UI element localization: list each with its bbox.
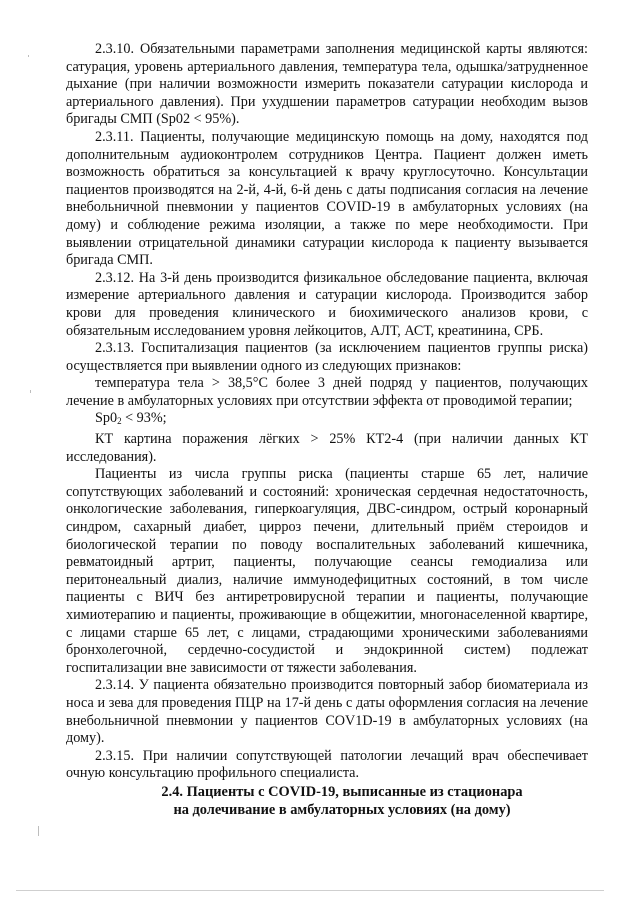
paragraph-2-3-13: 2.3.13. Госпитализация пациентов (за исключением пациентов группы риска) осуществляется при выявлении одного из следующих признаков: — [66, 340, 588, 374]
scan-mark-top — [28, 55, 29, 57]
paragraph-2-3-10: 2.3.10. Обязательными параметрами заполнения медицинской карты являются: сатурация, уровень артериального давления, температура тела, одышка/затрудненное дыхание (при наличии возможности измерить показатели сатурации кислорода и артериального давления). При ухудшении параметров сатурации необходим вызов бригады СМП (Sp02 < 95%). — [66, 41, 588, 128]
document-page — [66, 41, 588, 819]
bottom-scan-line — [16, 890, 604, 891]
scan-mark-left-lower — [38, 826, 39, 836]
spo2-prefix: Sp0 — [95, 410, 118, 427]
criterion-temperature: температура тела > 38,5°С более 3 дней подряд у пациентов, получающих лечение в амбулаторных условиях при отсутствии эффекта от проводимой терапии; — [66, 375, 588, 409]
paragraph-2-3-15: 2.3.15. При наличии сопутствующей патологии лечащий врач обеспечивает очную консультацию профильного специалиста. — [66, 747, 588, 782]
criterion-spo2 — [66, 410, 588, 431]
spo2-subscript: 2 — [117, 416, 122, 427]
criterion-ct: КТ картина поражения лёгких > 25% КТ2-4 (при наличии данных КТ исследования). — [66, 431, 588, 465]
scan-mark-left — [30, 390, 31, 393]
section-heading-2-4-line2: на долечивание в амбулаторных условиях (на дому) — [173, 801, 511, 818]
paragraph-2-3-12: 2.3.12. На 3-й день производится физикальное обследование пациента, включая измерение артериального давления и сатурации кислорода. Производится забор крови для проведения клинического и биохимического анализов крови, с обязательным исследованием уровня лейкоцитов, АЛТ, АСТ, креатинина, СРБ. — [66, 269, 588, 339]
paragraph-2-3-14: 2.3.14. У пациента обязательно производится повторный забор биоматериала из носа и зева для проведения ПЦР на 17-й день с даты оформления согласия на лечение внебольничной пневмонии у пациентов COV1D-19 в амбулаторных условиях (на дому). — [66, 677, 588, 747]
paragraph-2-3-11: 2.3.11. Пациенты, получающие медицинскую помощь на дому, находятся под дополнительным аудиоконтролем сотрудников Центра. Пациент должен иметь возможность обратиться за консультацией к врачу круглосуточно. Консультации пациентов производятся на 2-й, 4-й, 6-й день с даты подписания согласия на лечение внебольничной пневмонии у пациентов COVID-19 в амбулаторных условиях (на дому) и соблюдение режима изоляции, а также по мере необходимости. При выявлении отрицательной динамики сатурации кислорода к пациенту вызывается бригада СМП. — [66, 128, 588, 269]
spo2-suffix: < 93%; — [121, 410, 167, 427]
section-heading-2-4-line1: 2.4. Пациенты с COVID-19, выписанные из стационара — [161, 783, 523, 800]
paragraph-risk-group: Пациенты из числа группы риска (пациенты старше 65 лет, наличие сопутствующих заболеваний и состояний: хроническая сердечная недостаточность, онкологические заболевания, гиперкоагуляция, ДВС-синдром, острый коронарный синдром, сахарный диабет, цирроз печени, длительный приём стероидов и биологической терапии по поводу воспалительных заболеваний кишечника, ревматоидный артрит, пациенты, получающие сеансы гемодиализа или перитонеальный диализ, наличие иммунодефицитных состояний, в том числе пациенты с ВИЧ без антиретровирусной терапии и пациенты, получающие химиотерапию и пациенты, проживающие в общежитии, многонаселенной квартире, с лицами старше 65 лет, с лицами, страдающими хроническими заболеваниями бронхолегочной, сердечно-сосудистой и эндокринной систем) подлежат госпитализации вне зависимости от тяжести заболевания. — [66, 466, 588, 676]
